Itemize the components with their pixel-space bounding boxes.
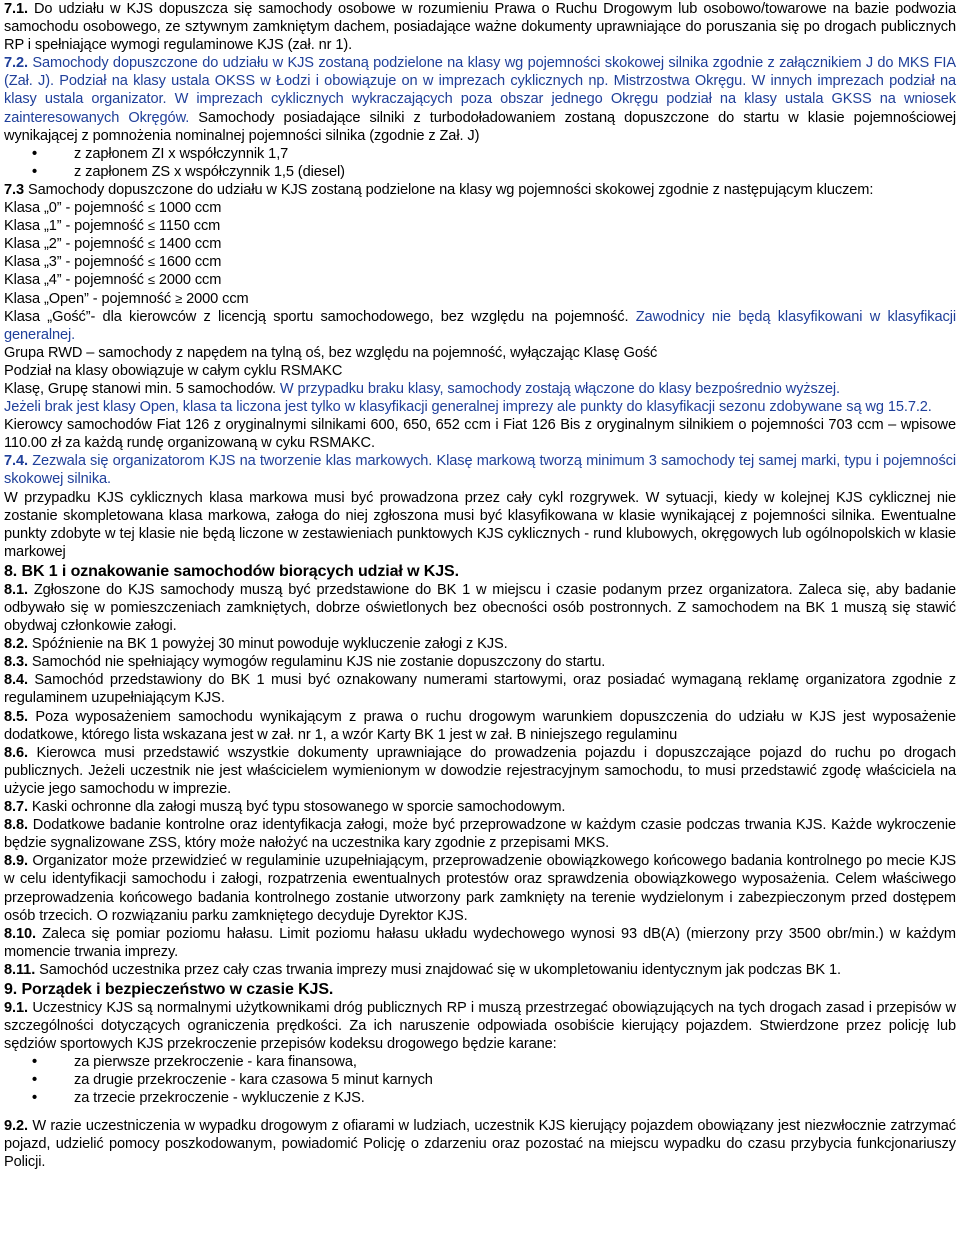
paragraph-7-1 [4, 0, 956, 54]
fiat-paragraph: Kierowcy samochodów Fiat 126 z oryginalnymi silnikami 600, 650, 652 ccm i Fiat 126 Bis z oryginalnym silnikiem o pojemności 703 ccm – wpisowe 110.00 zł za każdą rundę organizowaną w cyku RSMAKC. [4, 417, 956, 452]
subsection: 8.5. Poza wyposażeniem samochodu wynikającym z prawa o ruchu drogowym warunkiem dopuszczenia do udziału w KJS jest wyposażenie dodatkowe, którego lista wskazana jest w zał. nr 1, a wzór Karty BK 1 jest w zał. B niniejszego regulaminu [4, 708, 956, 743]
section-number: 7.3 [4, 181, 24, 198]
class-list [4, 199, 956, 308]
section-number: 7.4. [4, 453, 28, 470]
subsection: 8.3. Samochód nie spełniający wymogów regulaminu KJS nie zostanie dopuszczony do startu. [4, 654, 606, 671]
subsection: 8.6. Kierowca musi przedstawić wszystkie dokumenty uprawniające do prowadzenia pojazdu i dopuszczające pojazd do ruchu po drogach publicznych. Jeżeli uczestnik nie jest właścicielem wymienionym w dowodzie rejestracyjnym samochodu, to musi przedstawić zgodę właściciela na użycie jego samochodu w imprezie. [4, 744, 956, 797]
subsection: 8.1. Zgłoszone do KJS samochody muszą być przedstawione do BK 1 w miejscu i czasie podanym przez organizatora. Zaleca się, aby badanie odbywało się w pomieszczeniach zamkniętych, dobrze oświetlonych bez obecności osób postronnych. Z samochodem na BK 1 muszą się stawić obydwaj członkowie załogi. [4, 581, 956, 635]
penalty-list [4, 1053, 956, 1107]
min-cars-paragraph: Klasę, Grupę stanowi min. 5 samochodów. W przypadku braku klasy, samochody zostają włączone do klasy bezpośrednio wyższej. [4, 380, 841, 397]
subsection: 8.7. Kaski ochronne dla załogi muszą być typu stosowanego w sporcie samochodowym. [4, 799, 566, 816]
list-item: • za drugie przekroczenie - kara czasowa 5 minut karnych [4, 1071, 956, 1089]
class-item: Klasa „3” - pojemność ≤ 1600 ccm [4, 254, 222, 271]
section-8-list [4, 581, 956, 979]
list-item: • za pierwsze przekroczenie - kara finansowa, [4, 1053, 956, 1071]
class-item: Klasa „2” - pojemność ≤ 1400 ccm [4, 236, 222, 253]
section-number: 7.2. [4, 55, 28, 72]
paragraph-text: Samochody dopuszczone do udziału w KJS zostaną podzielone na klasy wg pojemności skokowej silnika zgodnie z załącznikiem J do MKS FIA (Zał. J). Podział na klasy ustala OKSS w Łodzi i obowiązuje on w imprezach cyklicznych np. Mistrzostwa Okręgu. W innych imprezach podział na klasy ustala organizator. W imprezach cyklicznych wykraczających poza obszar jednego Okręgu podział na klasy ustala GKSS na wniosek zainteresowanych Okręgów. [4, 55, 956, 126]
paragraph-7-2 [4, 54, 956, 144]
section-heading-9: 9. Porządek i bezpieczeństwo w czasie KJS. [4, 980, 334, 998]
rwd-paragraph: Grupa RWD – samochody z napędem na tylną oś, bez względu na pojemność, wyłączając Klasę Gość [4, 344, 658, 361]
subsection: 8.8. Dodatkowe badanie kontrolne oraz identyfikacja załogi, może być przeprowadzone w każdym czasie podczas trwania KJS. Każde wykroczenie będzie sygnalizowane ZSS, który może nałożyć na uczestnika kary zgodnie z przepisami MKS. [4, 817, 956, 852]
section-heading-8: 8. BK 1 i oznakowanie samochodów biorących udział w KJS. [4, 562, 459, 580]
paragraph-text: Zezwala się organizatorom KJS na tworzenie klas markowych. Klasę markową tworzą minimum 3 samochody tej samej marki, typu i pojemności skokowej silnika. [4, 453, 956, 488]
class-item: Klasa „0” - pojemność ≤ 1000 ccm [4, 200, 222, 217]
paragraph-text: Samochody dopuszczone do udziału w KJS zostaną podzielone na klasy wg pojemności skokowej zgodnie z następującym kluczem: [27, 181, 874, 198]
paragraph-7-4 [4, 452, 956, 488]
paragraph-7-3 [4, 181, 956, 199]
subsection: 8.4. Samochód przedstawiony do BK 1 musi być oznakowany numerami startowymi, oraz posiadać wymaganą reklamę organizatora zgodnie z regulaminem uzupełniającym KJS. [4, 672, 956, 707]
list-item: • z zapłonem ZI x współczynnik 1,7 [4, 145, 956, 163]
subsection: 8.11. Samochód uczestnika przez cały czas trwania imprezy musi znajdować się w ukompletowaniu identycznym jak podczas BK 1. [4, 961, 841, 978]
brand-class-paragraph: W przypadku KJS cyklicznych klasa markowa musi być prowadzona przez cały cykl rozgrywek. W sytuacji, kiedy w kolejnej KJS cyklicznej nie zostanie skompletowana klasa markowa, załoga do niej zgłoszona musi być klasyfikowana w klasie wynikającej z pojemności silnika. Ewentualne punkty zdobyte w tej klasie nie będą liczone w zestawieniach punktowych KJS cyklicznych - rund klubowych, okręgowych lub ogólnopolskich w klasie markowej [4, 489, 956, 560]
class-item: Klasa „Open” - pojemność ≥ 2000 ccm [4, 290, 249, 307]
subsection: 8.2. Spóźnienie na BK 1 powyżej 30 minut powoduje wykluczenie załogi z KJS. [4, 636, 508, 653]
paragraph-9-1: 9.1. Uczestnicy KJS są normalnymi użytkownikami dróg publicznych RP i muszą przestrzegać obowiązujących na tych drogach zasad i przepisów w szczególności dotyczących ograniczenia prędkości. Za ich naruszenie odpowiada osobiście kierujący pojazdem. Stwierdzone przez policję lub sędziów sportowych KJS przekroczenie przepisów kodeksu drogowego będzie karane: [4, 999, 956, 1053]
list-item: • z zapłonem ZS x współczynnik 1,5 (diesel) [4, 163, 956, 181]
guest-class-paragraph: Klasa „Gość”- dla kierowców z licencją sportu samochodowego, bez względu na pojemność. Zawodnicy nie będą klasyfikowani w klasyfikacji generalnej. [4, 308, 956, 343]
subsection: 8.10. Zaleca się pomiar poziomu hałasu. Limit poziomu hałasu układu wydechowego wynosi 93 dB(A) (mierzony przy 3500 obr/min.) w każdym momencie trwania imprezy. [4, 925, 956, 960]
section-number: 7.1. [4, 1, 28, 17]
turbo-coefficient-list [4, 145, 956, 181]
list-item: • za trzecie przekroczenie - wykluczenie z KJS. [4, 1089, 956, 1107]
open-class-paragraph: Jeżeli brak jest klasy Open, klasa ta liczona jest tylko w klasyfikacji generalnej imprezy ale punkty do klasyfikacji sezonu zdobywane są wg 15.7.2. [4, 399, 932, 416]
rsmakc-paragraph: Podział na klasy obowiązuje w całym cyklu RSMAKC [4, 362, 343, 379]
paragraph-text: Do udziału w KJS dopuszcza się samochody osobowe w rozumieniu Prawa o Ruchu Drogowym lub osobowo/towarowe na bazie podwozia samochodu osobowego, ze sztywnym zamkniętym dachem, posiadające ważne dokumenty uprawniające do poruszania się po drogach publicznych RP i spełniające wymogi regulaminowe KJS (zał. nr 1). [4, 1, 956, 54]
paragraph-9-2: 9.2. W razie uczestniczenia w wypadku drogowym z ofiarami w ludziach, uczestnik KJS kierujący pojazdem obowiązany jest niezwłocznie zatrzymać pojazd, udzielić pomocy poszkodowanym, powiadomić Policję o zdarzeniu oraz pozostać na miejscu wypadku do czasu przybycia funkcjonariuszy Policji. [4, 1117, 956, 1170]
class-item: Klasa „1” - pojemność ≤ 1150 ccm [4, 218, 221, 235]
class-item: Klasa „4” - pojemność ≤ 2000 ccm [4, 272, 222, 289]
subsection: 8.9. Organizator może przewidzieć w regulaminie uzupełniającym, przeprowadzenie obowiązkowego końcowego badania kontrolnego po mecie KJS w celu identyfikacji samochodu i załogi, rozpatrzenia ewentualnych protestów oraz sprawdzenia obowiązkowego wyposażenia. Celem właściwego przeprowadzenia końcowego badania kontrolnego zostanie utworzony park zamknięty na terenie wydzielonym i zabezpieczonym przed dostępem osób trzecich. O rozwiązaniu parku zamkniętego decyduje Dyrektor KJS. [4, 853, 956, 924]
paragraph-text: Samochody posiadające silniki z turbodoładowaniem zostaną dopuszczone do startu w klasie pojemnościowej wynikającej z pomnożenia nominalnej pojemności silnika (zgodnie z Zał. J) [4, 109, 957, 144]
